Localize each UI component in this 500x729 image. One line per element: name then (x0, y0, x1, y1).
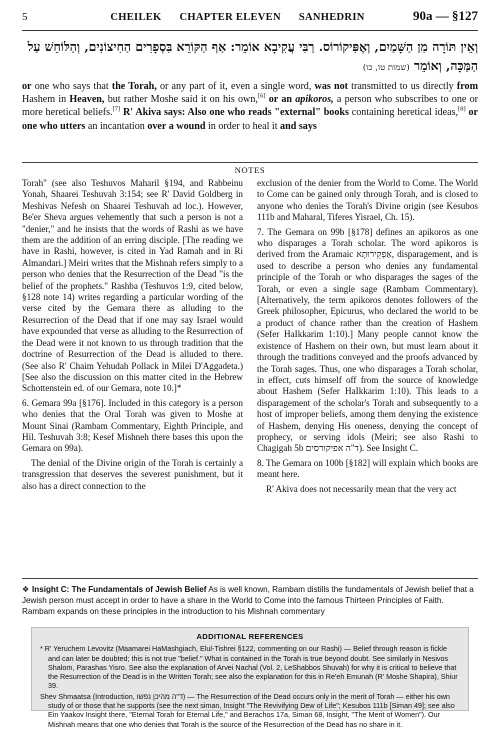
insight-text: As is well known, Rambam distills the fundamentals of Jewish belief that a Jewish person must accept in order to have a share in the World to Come into the famous Thirteen Principles of Faith. Rambam expands on these principles in the introduction to his Mishnah commentary (22, 585, 474, 616)
translation-plain: a person who subscribes to one or more heretical beliefs. (22, 94, 478, 119)
translation-plain: but rather Moshe said it on his own, (104, 94, 258, 106)
note-paragraph: R' Akiva does not necessarily mean that the very act (266, 483, 457, 494)
footnote-marker[interactable]: [7] (112, 106, 121, 114)
notes-column-left (22, 178, 243, 495)
translation-plain: an incantation (85, 120, 148, 132)
footnote-marker[interactable]: [6] (257, 92, 266, 100)
translation-bold: R' Akiva says: Also one who reads "external" books (120, 107, 349, 119)
translation-bold: Heaven, (69, 94, 105, 106)
translation-bold: and says (280, 120, 317, 132)
translation-bold: the Torah, (111, 81, 157, 92)
translation-bold: over a wound (147, 120, 206, 132)
translation-plain: Hashem in (22, 94, 70, 106)
running-title-tractate-chapter: CHEILEK (110, 12, 162, 23)
footnote-marker[interactable]: [8] (458, 106, 466, 114)
page-number: 5 (22, 11, 28, 23)
insight-box (22, 578, 478, 617)
translation-plain: one who says that (31, 81, 112, 92)
hebrew-citation: (שמות טו, כו) (362, 63, 410, 73)
translation-bold: was not (314, 81, 348, 92)
translation-plain: in order to heal it (205, 120, 281, 132)
running-title-chapter: CHAPTER ELEVEN (179, 12, 281, 23)
reference-item: * R' Yeruchem Levovitz (Maamarei HaMashgiach, Elul-Tishrei §122, commenting on our Rashi) — Belief through reason is fickle and can later be doubted; this is not true "belief." What is contained in the Torah is true beyond doubt. See similarly in Nesivos Shalom, Parashas Yisro. See also the explanation of Arvei Nachal (Vol. 2, LeShabbos Shuvah) for why it is critical to believe that the Resurrection of the Dead is in the Written Torah; see also the explanation for this in Re'eh Emunah (R' Moshe Shapira), Shiur 39. (40, 644, 458, 691)
insight-title: Insight C: The Fundamentals of Jewish Belief (32, 585, 207, 594)
hebrew-text: וְאֵין תּוֹרָה מִן הַשָּׁמַיִם, וְאֶפִּיקוֹרוֹס. רַבִּי עֲקִיבָא אוֹמֵר: אַף הַקּוֹרֵא בִּסְפָרִים הַחִיצוֹנִים, וְהַלּוֹחֵשׁ עַל הַמַּכָּה, וְאוֹמֵר (27, 39, 478, 73)
note-paragraph: 6. Gemara 99a [§176]. Included in this category is a person who denies that the Oral Torah was given to Moshe at Mount Sinai (Rambam Commentary, Eighth Principle, and Hil. Teshuvah 3:8; Kesef Mishneh there bases this upon the Gemara on 99a). (22, 397, 243, 454)
notes-heading-bar (22, 162, 478, 177)
page-header (22, 8, 478, 28)
running-title (62, 12, 413, 23)
header-rule (22, 30, 478, 31)
notes-column-right (257, 178, 478, 498)
translation-plain: or any part of it, even a single word, (156, 81, 315, 92)
hebrew-mishnah-text (22, 37, 478, 78)
running-title-tractate: SANHEDRIN (298, 12, 365, 23)
translation-plain: containing heretical ideas, (348, 107, 459, 119)
translation-bold-italic: apikoros, (295, 94, 334, 106)
english-translation (22, 80, 478, 133)
reference-item: Shev Shmaatsa (Introduction, ד"ה מהיכן נפשו) — The Resurrection of the Dead occurs only in the merit of Torah — either his own study of or those that he supports (see the next siman, Insight "The Revivifying Dew of Life"; Kesubos 111b [Siman 49]; see also Ein Yaakov Insight there, "Eternal Torah for Eternal Life," and Berachos 17a, Siman 68, Insight, "The Merit of Women"). Our Mishnah means that one who denies that Torah is the source of the Resurrection of the Dead has no share in it. (40, 691, 455, 729)
insight-diamond-icon: ❖ (22, 585, 30, 594)
translation-bold: or one who utters (22, 107, 478, 132)
translation-plain: transmitted to us directly (348, 81, 457, 92)
translation-bold: or (22, 81, 32, 92)
note-paragraph: The denial of the Divine origin of the Torah is certainly a transgression that deserves the severest punishment, but it also has a direct connection to the (22, 457, 243, 491)
references-title: ADDITIONAL REFERENCES (196, 632, 304, 641)
notes-heading: NOTES (234, 165, 266, 175)
note-paragraph: 8. The Gemara on 100b [§182] will explain which books are meant here. (257, 457, 478, 480)
note-paragraph: 7. The Gemara on 99b [§178] defines an apikoros as one who disparages a Torah scholar. The word apikoros is derived from the Aramaic אַפְקֵירוּתָא, disparagement, and is used to describe a person who denies any fundamental principle of the Torah or who disparages the sages of the Torah, or even a single sage (Rambam Commentary). [Alternatively, the term apikoros denotes followers of the Greek philosopher, Epicurus, who declared the world to be a product of chance rather than the creation of Hashem (Sefer HaIkkarim 1:10).] Many people cannot know the existence of Hashem on their own, but must learn about it through the traditions conveyed and the proofs advanced by the Torah sages. Thus, one who disparages a Torah scholar, in effect, cuts himself off from the source of knowledge about Hashem (Sefer HaIkkarim 1:10). This leads to a disparagement of the scholar's Torah and subsequently to a host of improper beliefs, among them denying the existence of Hashem, denying His oneness, denying the concept of prophecy, or serving idols (Meiri; see also Rashi to Chagigah 5b ד"ה אפיקורסים). See Insight C. (257, 226, 478, 454)
note-paragraph: exclusion of the denier from the World to Come. The World to Come can be gained only through Torah, and is closed to anyone who denies the Torah's Divine origin (see Kesubos 111b and Maharal, Tiferes Yisrael, Ch. 15). (257, 178, 478, 223)
translation-bold: or an (265, 94, 296, 106)
note-paragraph: Torah" (see also Teshuvos Maharil §194, and Rabbeinu Yonah, Shaarei Teshuvah 3:154; see R' David Goldberg in Meshivas Nefesh on Shaarei Teshuvah ad loc.). However, Be'er Sheva argues vehemently that such a person is not a "denier," and he insists that the words of Rashi as we have them are the addition of an erring disciple. [The reading we have in Rashi, however, is cited in Yad Ramah and in Ri Almandari.] Meiri writes that the Mishnah refers simply to a person who denies that the Resurrection of the Dead "is the belief of the prophets." Rashba (Teshuvos 1:9, cited below, §128 note 14) writes regarding a particular wording of the verse cited by the Gemara there as alluding to the Resurrection of the Dead that if one may say Israel would have expounded that verse as alluding to the Resurrection of the Dead were it not known to us through tradition that the doctrine of Resurrection of the Dead is alluded to there. (See also R' Chaim Yehudah Pollack in Milei D'Aggadeta.) [See also the discussion on this matter cited in the Hebrew Schottenstein ed. of our Gemara, note 10.]* (22, 178, 243, 394)
translation-bold: from (456, 81, 479, 92)
additional-references-box (31, 627, 469, 729)
folio-reference: 90a — §127 (413, 8, 478, 23)
